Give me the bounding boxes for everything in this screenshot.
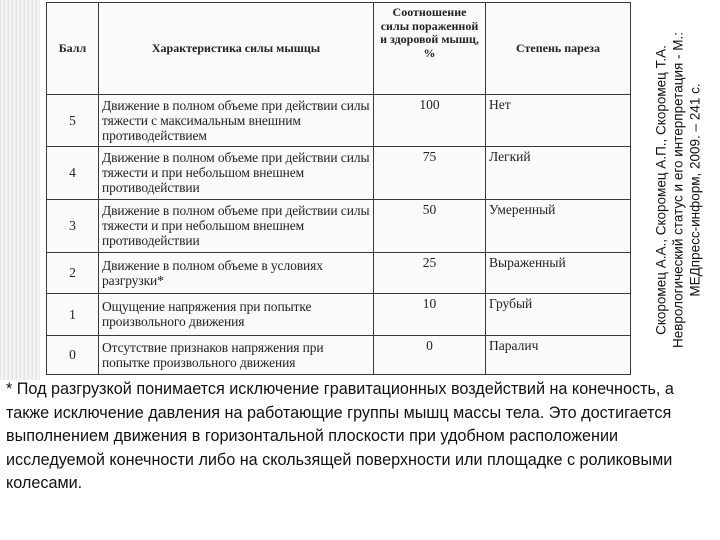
ratio-cell: 10 — [374, 294, 486, 335]
score-cell: 3 — [47, 199, 99, 252]
score-cell: 1 — [47, 294, 99, 335]
muscle-strength-table — [46, 2, 631, 375]
ratio-cell: 75 — [374, 146, 486, 199]
paresis-cell: Выраженный — [486, 252, 631, 293]
ratio-cell: 25 — [374, 252, 486, 293]
ratio-cell: 50 — [374, 199, 486, 252]
score-cell: 4 — [47, 146, 99, 199]
paresis-cell: Паралич — [486, 335, 631, 374]
table-row — [47, 252, 631, 293]
table-row — [47, 146, 631, 199]
table-row — [47, 199, 631, 252]
description-cell: Ощущение напряжения при попытке произвольного движения — [99, 294, 374, 335]
description-cell: Движение в полном объеме при действии силы тяжести с максимальным внешним противодействием — [99, 95, 374, 147]
paresis-cell: Легкий — [486, 146, 631, 199]
paresis-cell: Нет — [486, 95, 631, 147]
table-row — [47, 294, 631, 335]
ratio-cell: 100 — [374, 95, 486, 147]
score-cell: 2 — [47, 252, 99, 293]
table-row — [47, 335, 631, 374]
header-ratio: Соотношение силы пораженной и здоровой мышц, % — [374, 3, 486, 95]
paresis-cell: Умеренный — [486, 199, 631, 252]
description-cell: Отсутствие признаков напряжения при попытке произвольного движения — [99, 335, 374, 374]
source-citation-text: Скоромец А.А., Скоромец А.П., Скоромец Т.А. Неврологический статус и его интерпретация - М.: МЕДпресс-информ, 2009. – 241 с. — [653, 31, 703, 349]
header-score: Балл — [47, 3, 99, 95]
table-header-row — [47, 3, 631, 95]
description-cell: Движение в полном объеме в условиях разгрузки* — [99, 252, 374, 293]
unloading-footnote: * Под разгрузкой понимается исключение гравитационных воздействий на конечность, а также исключение давления на работающие группы мышц массы тела. Это достигается выполнением движения в горизонтальной плоскости при удобном расположении исследуемой конечности либо на скользящей поверхности или площадке с роликовыми колесами. — [6, 380, 674, 492]
score-cell: 5 — [47, 95, 99, 147]
description-cell: Движение в полном объеме при действии силы тяжести и при небольшом внешнем противодействии — [99, 199, 374, 252]
header-characteristic: Характеристика силы мышцы — [99, 3, 374, 95]
table-row — [47, 95, 631, 147]
ratio-cell: 0 — [374, 335, 486, 374]
description-cell: Движение в полном объеме при действии силы тяжести и при небольшом внешнем противодействии — [99, 146, 374, 199]
source-citation — [636, 0, 720, 380]
score-cell: 0 — [47, 335, 99, 374]
header-paresis: Степень пареза — [486, 3, 631, 95]
paresis-cell: Грубый — [486, 294, 631, 335]
